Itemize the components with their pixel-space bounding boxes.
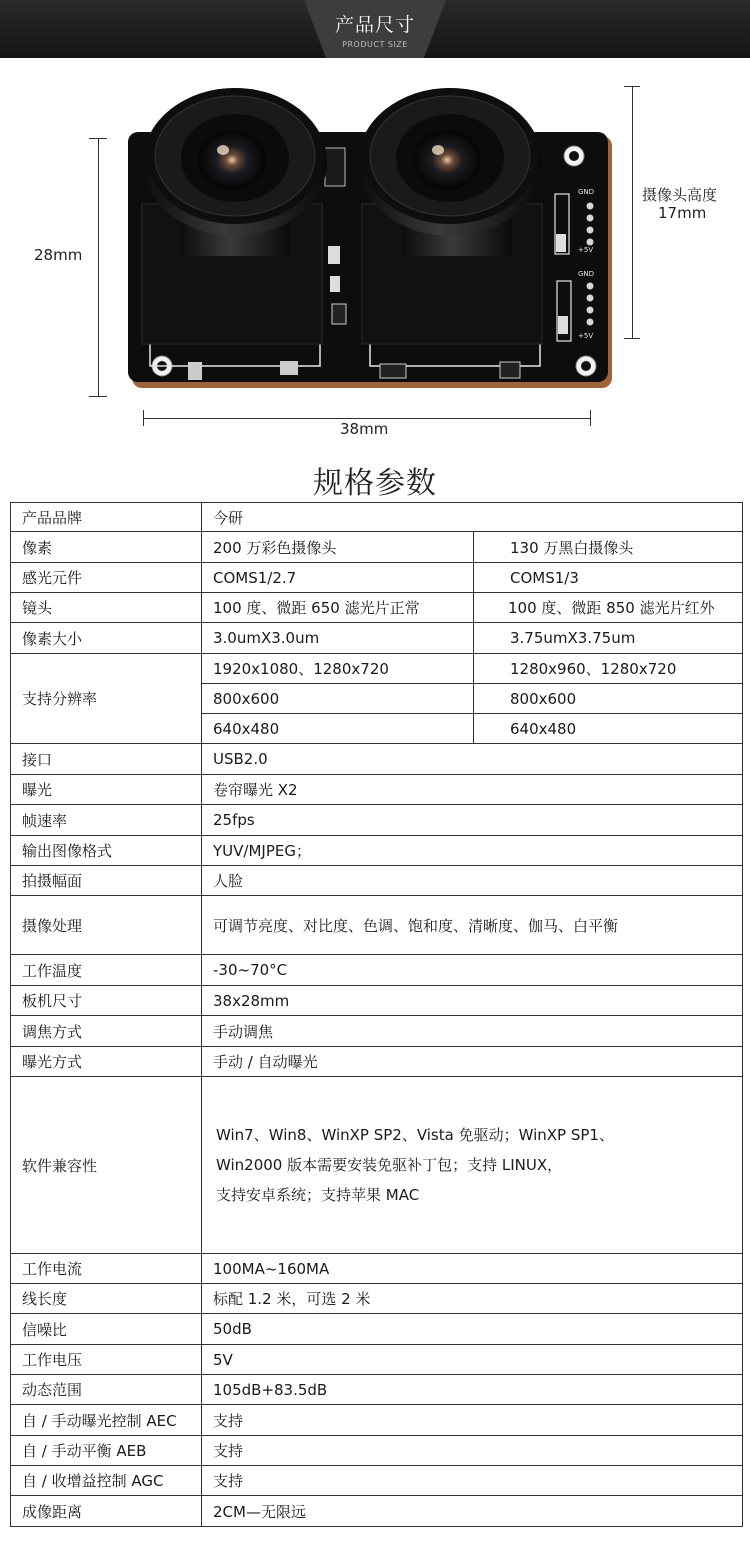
- row-label: 工作电流: [11, 1254, 202, 1284]
- row-label: 支持分辨率: [11, 654, 202, 744]
- row-label: 像素大小: [11, 623, 202, 654]
- table-row: [11, 654, 743, 684]
- software-line-2: Win2000 版本需要安装免驱补丁包；支持 LINUX，: [216, 1156, 563, 1174]
- pcb-label-5v-2: +5V: [578, 332, 594, 340]
- row-label: 自 / 收增益控制 AGC: [11, 1466, 202, 1496]
- table-row: [11, 593, 743, 623]
- width-dimension-label: 38mm: [340, 420, 389, 438]
- table-row: [11, 775, 743, 805]
- table-row: [11, 532, 743, 563]
- height-dimension-cap-bottom: [89, 396, 107, 397]
- row-label: 成像距离: [11, 1496, 202, 1527]
- banner-title: 产品尺寸: [334, 14, 415, 36]
- banner-subtitle: PRODUCT SIZE: [342, 40, 408, 49]
- row-value-multiline: [202, 1077, 743, 1254]
- table-row: [11, 1016, 743, 1047]
- row-value: 卷帘曝光 X2: [202, 775, 743, 805]
- row-value: 50dB: [202, 1314, 743, 1345]
- table-row: [11, 836, 743, 866]
- row-label: 摄像处理: [11, 896, 202, 955]
- row-value-color-camera: 640x480: [202, 714, 474, 744]
- table-row: [11, 805, 743, 836]
- row-value: 支持: [202, 1436, 743, 1466]
- row-value: YUV/MJPEG；: [202, 836, 743, 866]
- table-row: [11, 1077, 743, 1254]
- width-dimension-cap-right: [590, 410, 591, 426]
- row-label: 像素: [11, 532, 202, 563]
- row-value: -30~70°C: [202, 955, 743, 986]
- table-row: [11, 1375, 743, 1405]
- row-value: 2CM—无限远: [202, 1496, 743, 1527]
- row-label: 曝光方式: [11, 1047, 202, 1077]
- table-row: [11, 563, 743, 593]
- row-label: 曝光: [11, 775, 202, 805]
- row-value: 38x28mm: [202, 986, 743, 1016]
- width-dimension-cap-left: [143, 410, 144, 426]
- row-label: 自 / 手动平衡 AEB: [11, 1436, 202, 1466]
- pcb-label-gnd-1: GND: [578, 188, 595, 196]
- row-value: USB2.0: [202, 744, 743, 775]
- row-value-color-camera: 1920x1080、1280x720: [202, 654, 474, 684]
- table-row: [11, 986, 743, 1016]
- width-dimension-line: [143, 418, 591, 419]
- row-value: 5V: [202, 1345, 743, 1375]
- row-value-mono-camera: 1280x960、1280x720: [474, 654, 743, 684]
- row-label: 板机尺寸: [11, 986, 202, 1016]
- row-value: 支持: [202, 1405, 743, 1436]
- row-value: 25fps: [202, 805, 743, 836]
- height-dimension-cap-top: [89, 138, 107, 139]
- row-value: 手动 / 自动曝光: [202, 1047, 743, 1077]
- spec-table: [10, 502, 743, 1527]
- table-row: [11, 866, 743, 896]
- pcb-label-gnd-2: GND: [578, 270, 595, 278]
- row-label: 动态范围: [11, 1375, 202, 1405]
- table-row: [11, 744, 743, 775]
- row-value: 可调节亮度、对比度、色调、饱和度、清晰度、伽马、白平衡: [202, 896, 743, 955]
- row-label: 输出图像格式: [11, 836, 202, 866]
- table-row: [11, 1436, 743, 1466]
- height-dimension-label: 28mm: [34, 246, 83, 264]
- product-dimension-figure: [0, 58, 750, 450]
- row-label: 自 / 手动曝光控制 AEC: [11, 1405, 202, 1436]
- row-value-color-camera: 3.0umX3.0um: [202, 623, 474, 654]
- table-row: [11, 1047, 743, 1077]
- row-label: 线长度: [11, 1284, 202, 1314]
- software-line-3: 支持安卓系统；支持苹果 MAC: [216, 1186, 420, 1204]
- table-row: [11, 1496, 743, 1527]
- section-banner: [0, 0, 750, 58]
- height-dimension-line: [98, 138, 99, 396]
- table-row: [11, 623, 743, 654]
- row-label: 信噪比: [11, 1314, 202, 1345]
- spec-title: 规格参数: [313, 466, 437, 501]
- table-row: [11, 503, 743, 532]
- pcb-label-5v-1: +5V: [578, 246, 594, 254]
- row-label: 镜头: [11, 593, 202, 623]
- row-value-mono-camera: 800x600: [474, 684, 743, 714]
- row-label: 接口: [11, 744, 202, 775]
- table-row: [11, 1345, 743, 1375]
- table-row: [11, 1466, 743, 1496]
- row-value-mono-camera: 3.75umX3.75um: [474, 623, 743, 654]
- row-label: 调焦方式: [11, 1016, 202, 1047]
- software-line-1: Win7、Win8、WinXP SP2、Vista 免驱动；WinXP SP1、: [216, 1126, 614, 1144]
- row-label: 拍摄幅面: [11, 866, 202, 896]
- table-row: [11, 896, 743, 955]
- row-value-color-camera: 800x600: [202, 684, 474, 714]
- row-value-mono-camera: 130 万黑白摄像头: [474, 532, 743, 563]
- row-label: 帧速率: [11, 805, 202, 836]
- row-label: 感光元件: [11, 563, 202, 593]
- row-value: 人脸: [202, 866, 743, 896]
- row-value: 105dB+83.5dB: [202, 1375, 743, 1405]
- row-label: 工作电压: [11, 1345, 202, 1375]
- table-row: [11, 1254, 743, 1284]
- row-label: 产品品牌: [11, 503, 202, 532]
- lens-height-value: 17mm: [658, 204, 707, 222]
- row-value-mono-camera: COMS1/3: [474, 563, 743, 593]
- table-row: [11, 1284, 743, 1314]
- row-value-color-camera: COMS1/2.7: [202, 563, 474, 593]
- row-label: 工作温度: [11, 955, 202, 986]
- row-value-color-camera: 200 万彩色摄像头: [202, 532, 474, 563]
- lens-height-label: 摄像头高度: [642, 186, 718, 204]
- table-row: [11, 955, 743, 986]
- row-value: 手动调焦: [202, 1016, 743, 1047]
- table-row: [11, 1405, 743, 1436]
- row-value-color-camera: 100 度、微距 650 滤光片正常: [202, 593, 474, 623]
- row-value: 100MA~160MA: [202, 1254, 743, 1284]
- row-value: 支持: [202, 1466, 743, 1496]
- table-row: [11, 1314, 743, 1345]
- lens-height-dimension-line: [632, 86, 633, 338]
- row-value-mono-camera: 640x480: [474, 714, 743, 744]
- camera-module-image: [120, 76, 630, 396]
- row-label: 软件兼容性: [11, 1077, 202, 1254]
- row-value: 标配 1.2 米，可选 2 米: [202, 1284, 743, 1314]
- row-value-mono-camera: 100 度、微距 850 滤光片红外: [474, 593, 743, 623]
- row-value: 今研: [202, 503, 743, 532]
